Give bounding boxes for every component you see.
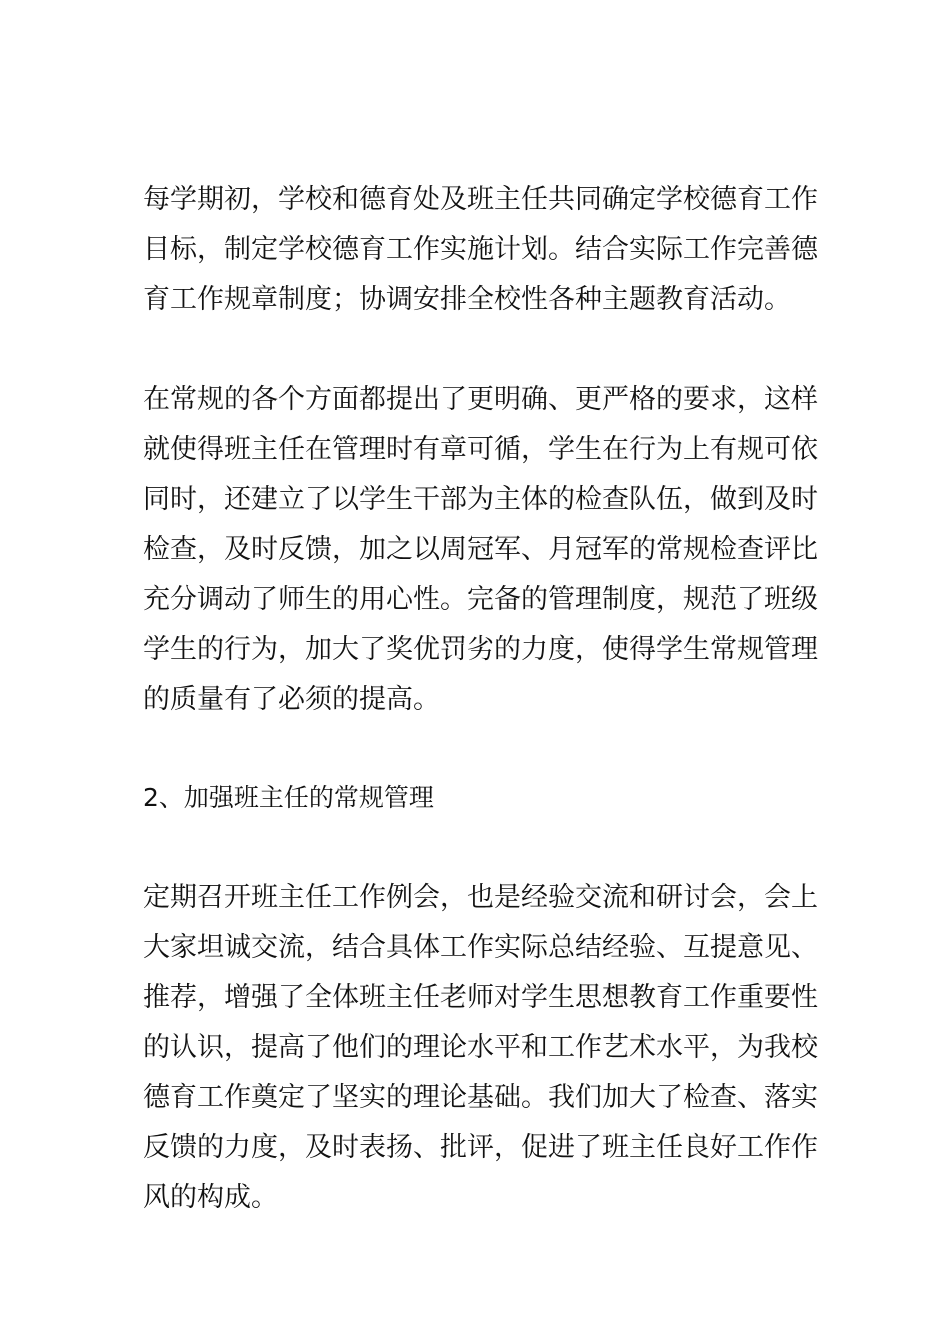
section-heading: 2、加强班主任的常规管理 bbox=[143, 783, 434, 812]
text-line: 定期召开班主任工作例会，也是经验交流和研讨会，会上 bbox=[143, 882, 818, 913]
text-line: 的质量有了必须的提高。 bbox=[143, 684, 440, 715]
text-line: 同时，还建立了以学生干部为主体的检查队伍，做到及时 bbox=[143, 484, 818, 515]
text-line: 每学期初，学校和德育处及班主任共同确定学校德育工作 bbox=[143, 184, 818, 215]
text-line: 充分调动了师生的用心性。完备的管理制度，规范了班级 bbox=[143, 584, 818, 615]
text-line: 就使得班主任在管理时有章可循，学生在行为上有规可依 bbox=[143, 434, 818, 465]
text-line: 育工作规章制度；协调安排全校性各种主题教育活动。 bbox=[143, 284, 791, 315]
text-line: 的认识，提高了他们的理论水平和工作艺术水平，为我校 bbox=[143, 1032, 818, 1063]
paragraph-teacher-meetings bbox=[143, 873, 823, 1223]
text-line: 在常规的各个方面都提出了更明确、更严格的要求，这样 bbox=[143, 384, 818, 415]
text-line: 德育工作奠定了坚实的理论基础。我们加大了检查、落实 bbox=[143, 1082, 818, 1113]
text-line: 推荐，增强了全体班主任老师对学生思想教育工作重要性 bbox=[143, 982, 818, 1013]
text-line: 反馈的力度，及时表扬、批评，促进了班主任良好工作作 bbox=[143, 1132, 818, 1163]
text-line: 检查，及时反馈，加之以周冠军、月冠军的常规检查评比 bbox=[143, 534, 818, 565]
paragraph-routine-requirements bbox=[143, 375, 823, 725]
text-line: 学生的行为，加大了奖优罚劣的力度，使得学生常规管理 bbox=[143, 634, 818, 665]
text-line: 风的构成。 bbox=[143, 1182, 278, 1213]
text-line: 大家坦诚交流，结合具体工作实际总结经验、互提意见、 bbox=[143, 932, 818, 963]
paragraph-goal-setting bbox=[143, 175, 823, 325]
text-line: 目标，制定学校德育工作实施计划。结合实际工作完善德 bbox=[143, 234, 818, 265]
